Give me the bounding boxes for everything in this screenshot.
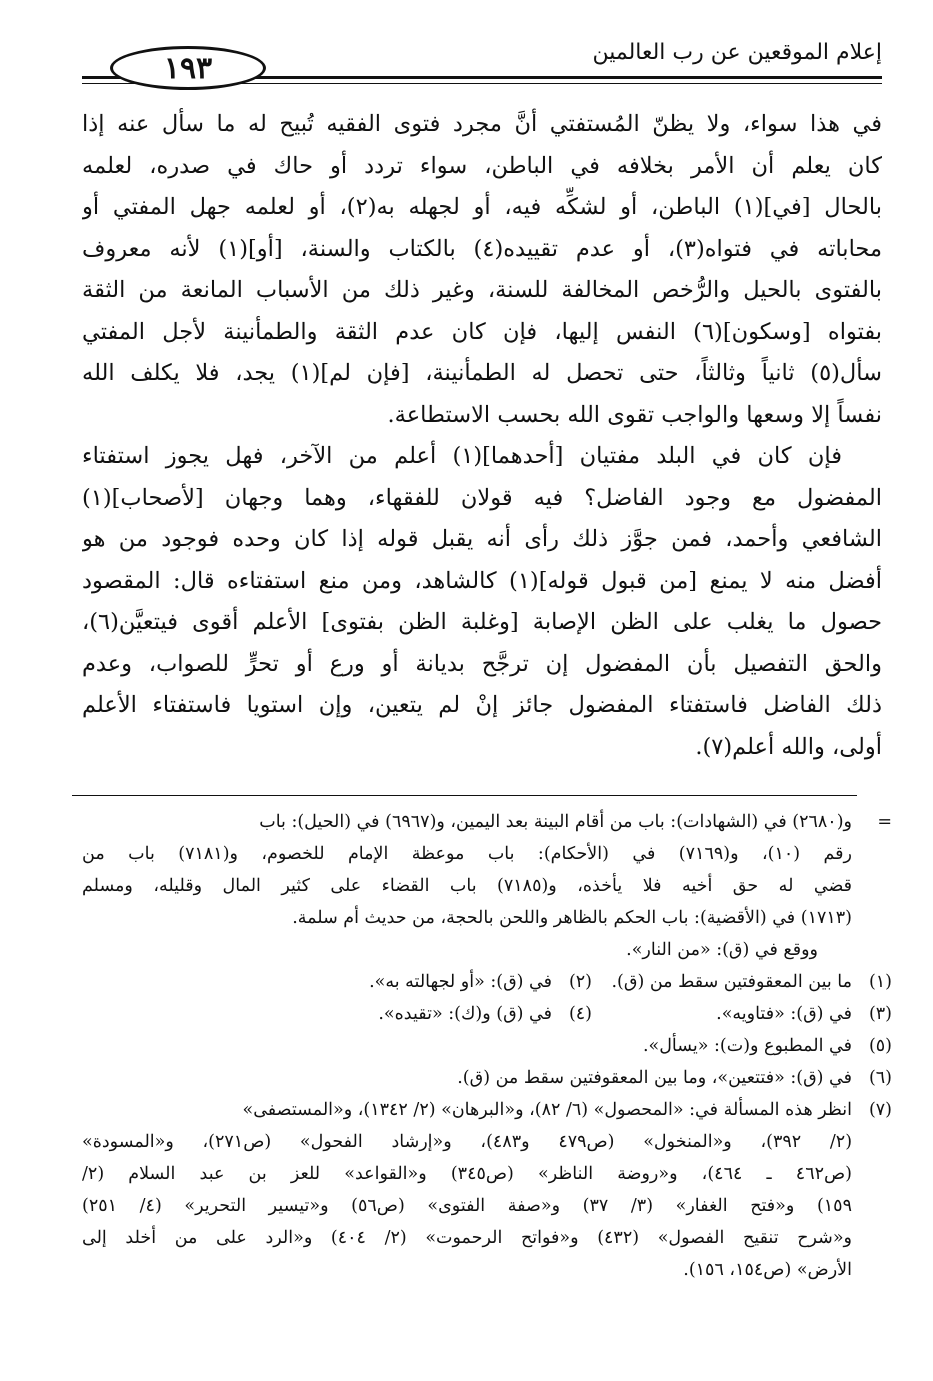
footnote-line: (٢/ ٣٩٢)، و«المنخول» (ص٤٧٩ و٤٨٣)، و«إرشاد الفحول» (ص٢٧١)، و«المسودة» bbox=[82, 1132, 853, 1152]
continuation-mark: = bbox=[877, 812, 892, 832]
footnote-line: و«شرح تنقيح الفصول» (٤٣٢) و«فواتح الرحموت» (٢/ ٤٠٤) و«الرد على من أخلد إلى bbox=[82, 1228, 852, 1248]
footnote-text: في (ق) و(ك): «تقيده». bbox=[378, 1004, 552, 1024]
footnote-continuation bbox=[82, 806, 892, 838]
text-line: كان يعلم أن الأمر بخلافه في الباطن، سواء تردد أو حاك في صدره، لعلمه bbox=[82, 152, 882, 179]
footnote-text: ما بين المعقوفتين سقط من (ق). bbox=[611, 972, 852, 992]
footnote-number: (١) bbox=[868, 972, 892, 992]
page-header bbox=[82, 40, 882, 90]
page-number-badge bbox=[110, 46, 266, 90]
footnotes bbox=[82, 806, 892, 1286]
footnote-text: في (ق): «أو لجهالته به». bbox=[369, 972, 552, 992]
text-line: حصول ما يغلب على الظن الإصابة [وغلبة الظن بفتوى] الأعلم أقوى فيتعيَّن(٦)، bbox=[82, 609, 882, 635]
footnote-line: انظر هذه المسألة في: «المحصول» (٦/ ٨٢)، و«البرهان» (٢/ ١٣٤٢)، و«المستصفى» bbox=[242, 1100, 852, 1120]
text-line: فإن كان في البلد مفتيان [أحدهما](١) أعلم من الآخر، فهل يجوز استفتاء bbox=[82, 443, 842, 469]
footnote-4 bbox=[292, 998, 592, 1030]
footnote-number: (٦) bbox=[868, 1068, 892, 1088]
footnote-pair bbox=[82, 966, 892, 998]
footnote-number: (٣) bbox=[868, 1004, 892, 1024]
running-title: إعلام الموقعين عن رب العالمين bbox=[592, 40, 882, 65]
footnote-6 bbox=[82, 1062, 892, 1094]
footnote-pair bbox=[82, 998, 892, 1030]
text-line: بالفتوى بالحيل والرُّخص المخالفة للسنة، وغير ذلك من الأسباب المانعة من الثقة bbox=[82, 277, 882, 303]
footnote-3 bbox=[592, 998, 892, 1030]
footnote-5 bbox=[82, 1030, 892, 1062]
text-line: في هذا سواء، ولا يظنّ المُستفتي أنَّ مجرد فتوى الفقيه تُبيح له ما سأل عنه إذا bbox=[82, 111, 882, 137]
text-line: ذلك الفاضل فاستفتاء المفضول جائز إنْ لم يتعين، وإن استويا فاستفتاء الأعلم bbox=[82, 692, 882, 718]
page-number: ١٩٣ bbox=[163, 50, 213, 86]
footnote-line: و(٢٦٨٠) في (الشهادات): باب من أقام البينة بعد اليمين، و(٦٩٦٧) في (الحيل): باب bbox=[259, 812, 852, 832]
text-line: أفضل منه لا يمنع [من قبول قوله](١) كالشاهد، ومن منع استفتاءه قال: المقصود bbox=[82, 567, 882, 594]
footnote-2 bbox=[292, 966, 592, 998]
footnote-line: قضي له حق أخيه فلا يأخذه، و(٧١٨٥) باب القضاء على كثير المال وقليله، ومسلم bbox=[82, 876, 852, 896]
footnote-line: رقم (١٠)، و(٧١٦٩) في (الأحكام): باب موعظة الإمام للخصوم، و(٧١٨١) باب من bbox=[82, 844, 852, 864]
text-line: والحق التفصيل بأن المفضول إن ترجَّح بديانة أو ورع أو تحرٍّ للصواب، وعدم bbox=[82, 650, 882, 677]
main-text bbox=[82, 104, 882, 768]
footnote-number: (٧) bbox=[868, 1100, 892, 1120]
footnote-line: ١٥٩) و«فتح الغفار» (٣/ ٣٧) و«صفة الفتوى» (ص٥٦) و«تيسير التحرير» (٤/ ٢٥١) bbox=[82, 1196, 852, 1216]
footnote-line: ووقع في (ق): «من النار». bbox=[626, 940, 818, 960]
text-line: سأل(٥) ثانياً وثالثاً، حتى تحصل له الطمأنينة، [فإن لم](١) يجد، فلا يكلف الله bbox=[82, 360, 882, 386]
text-line: محاباته في فتواه(٣)، أو عدم تقييده(٤) بالكتاب والسنة، [أو](١) لأنه معروف bbox=[82, 235, 882, 262]
footnote-text: في (ق): «فتاويه». bbox=[716, 1004, 852, 1024]
footnote-text: في المطبوع و(ت): «يسأل». bbox=[642, 1036, 852, 1056]
text-line: بفتواه [وسكون](٦) النفس إليها، فإن كان عدم الثقة والطمأنينة لأجل المفتي bbox=[82, 318, 882, 345]
text-line: أولى، والله أعلم(٧). bbox=[695, 733, 882, 760]
footnote-1 bbox=[592, 966, 892, 998]
footnote-text: في (ق): «فتتعين»، وما بين المعقوفتين سقط من (ق). bbox=[457, 1068, 852, 1088]
text-line: المفضول مع وجود الفاضل؟ فيه قولان للفقهاء، وهما وجهان [لأصحاب](١) bbox=[82, 484, 882, 511]
footnote-line: الأرض» (ص١٥٤، ١٥٦). bbox=[683, 1260, 852, 1280]
footnote-number: (٥) bbox=[868, 1036, 892, 1056]
footnote-line: (١٧١٣) في (الأقضية): باب الحكم بالظاهر واللحن بالحجة، من حديث أم سلمة. bbox=[292, 908, 852, 928]
text-line: نفساً إلا وسعها والواجب تقوى الله بحسب الاستطاعة. bbox=[387, 401, 882, 428]
text-line: بالحال [في](١) الباطن، أو لشكِّه فيه، أو لجهله به(٢)، أو لعلمه جهل المفتي أو bbox=[82, 194, 882, 220]
text-line: الشافعي وأحمد، فمن جوَّز ذلك رأى أنه يقبل قوله إذا كان وحده فوجود من هو bbox=[82, 526, 882, 552]
footnote-number: (٤) bbox=[568, 1004, 592, 1024]
footnote-7 bbox=[82, 1094, 892, 1126]
footnote-separator bbox=[72, 795, 857, 796]
footnote-number: (٢) bbox=[568, 972, 592, 992]
footnote-line: (ص٤٦٢ ـ ٤٦٤)، و«روضة الناظر» (ص٣٤٥) و«القواعد» للعز بن عبد السلام (٢/ bbox=[82, 1164, 852, 1184]
